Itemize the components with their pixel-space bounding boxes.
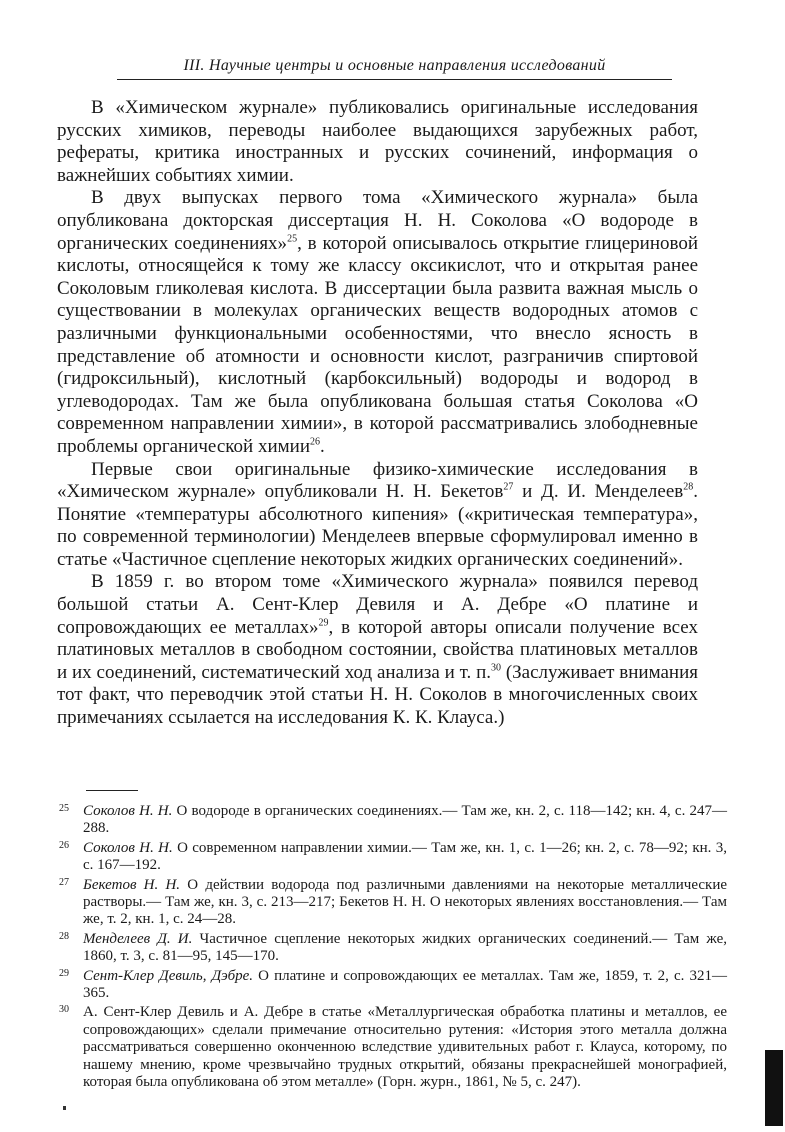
footnote (59, 803, 727, 838)
footnote (59, 840, 727, 875)
footnote-author: Соколов Н. Н. (83, 803, 173, 819)
footnote (59, 877, 727, 929)
header-divider (117, 79, 672, 80)
text-run: . (319, 435, 325, 457)
footnote-text: О действии водорода под различными давлениями на некоторые металлические растворы.— Там же, кн. 3, с. 213—217; Бекетов Н. Н. О некоторых явлениях восстановления.— Там же, т. 2, кн. 1, с. 24—28. (83, 876, 727, 928)
running-header: III. Научные центры и основные направления исследований (183, 57, 606, 74)
footnote-author: Бекетов Н. Н. (83, 876, 181, 893)
footnote (59, 931, 727, 966)
footnote-reference: 26 (309, 436, 320, 448)
footnote-number: 27 (59, 876, 69, 888)
footnote (59, 968, 727, 1003)
text-run: Первые свои оригинальные физико-химические исследования в «Химическом журнале» опубликовали Н. Н. Бекетов (57, 458, 698, 503)
body-paragraph (57, 187, 698, 458)
body-paragraph (57, 459, 698, 572)
footnote-number: 28 (59, 930, 69, 942)
footnote-number: 25 (59, 803, 69, 814)
scan-dot-mark (63, 1106, 66, 1110)
footnote-text: О современном направлении химии.— Там же, кн. 1, с. 1—26; кн. 2, с. 78—92; кн. 3, с. 167—192. (83, 839, 727, 874)
text-run: . Понятие «температуры абсолютного кипения» («критическая температура», по современной терминологии) Менделеев впервые сформулировал именно в статье «Частичное сцепление некоторых жидких органических соединений». (57, 481, 699, 570)
text-run: и Д. И. Менделеев (513, 481, 684, 503)
text-run: (Заслуживает внимания тот факт, что переводчик этой статьи Н. Н. Соколов в многочисленных своих примечаниях ссылается на исследования К. К. Клауса.) (57, 661, 698, 729)
footnote-number: 30 (59, 1004, 69, 1016)
footnote-text: А. Сент-Клер Девиль и А. Дебре в статье «Металлургическая обработка платины и металлов, ее сопровождающих» сделали примечание относительно рутения: «История этого металла должна рассматриваться совершенно оконченною вследствие удивительных работ г. Клауса, которому, по нашему мнению, кроме чрезвычайно трудных открытий, обязаны прекраснейшей монографией, которая была опубликована об этом металле» (Горн. журн., 1861, № 5, с. 247). (83, 1004, 727, 1091)
main-text (57, 97, 698, 730)
footnote-text: Частичное сцепление некоторых жидких органических соединений.— Там же, 1860, т. 3, с. 81—95, 145—170. (83, 930, 727, 965)
footnote-reference: 29 (318, 617, 329, 629)
footnote-divider (86, 790, 138, 791)
footnote-reference: 28 (683, 481, 694, 493)
text-run: , в которой авторы описали получение всех платиновых металлов в свободном состоянии, свойства платиновых металлов и их соединений, систематический ход анализа и т. п. (57, 616, 698, 683)
footnote-number: 29 (59, 967, 69, 979)
text-run: В двух выпусках первого тома «Химического журнала» была опубликована докторская диссертация Н. Н. Соколова «О водороде в органических соединениях» (57, 187, 698, 254)
footnote-reference: 25 (287, 233, 298, 245)
text-run: В «Химическом журнале» публиковались оригинальные исследования русских химиков, переводы наиболее выдающихся зарубежных работ, рефераты, критика иностранных и русских сочинений, информация о важнейших событиях химии. (57, 97, 698, 186)
text-run: , в которой описывалось открытие глицериновой кислоты, относящейся к тому же классу оксикислот, что и открытая ранее Соколовым гликолевая кислота. В диссертации была развита важная мысль о существовании в молекулах органических веществ водородных атомов с различными функциональными особенностями, что внесло ясность в представление об атомности и основности кислот, разграничив спиртовой (гидроксильный), кислотный (карбоксильный) водороды и водород в углеводородах. Там же была опубликована большая статья Соколова «О современном направлении химии», в которой рассматривались злободневные проблемы органической химии (57, 232, 698, 457)
footnote-author: Соколов Н. Н. (83, 839, 173, 856)
footnote-reference: 30 (490, 662, 501, 674)
body-paragraph (57, 571, 698, 729)
text-run: В 1859 г. во втором томе «Химического журнала» появился перевод большой статьи А. Сент-Клер Девиля и А. Дебре «О платине и сопровождающих ее металлах» (57, 571, 698, 638)
footnote (59, 1004, 727, 1091)
footnotes (59, 803, 727, 1094)
scan-edge-mark (765, 1050, 783, 1126)
footnote-reference: 27 (503, 481, 514, 493)
footnote-author: Менделеев Д. И. (83, 930, 193, 947)
footnote-text: О платине и сопровождающих ее металлах. Там же, 1859, т. 2, с. 321—365. (83, 967, 728, 1002)
body-paragraph (57, 97, 698, 187)
footnote-number: 26 (59, 839, 69, 851)
footnote-author: Сент-Клер Девиль, Дэбре. (83, 967, 254, 984)
footnote-text: О водороде в органических соединениях.— Там же, кн. 2, с. 118—142; кн. 4, с. 247—288. (83, 803, 727, 837)
